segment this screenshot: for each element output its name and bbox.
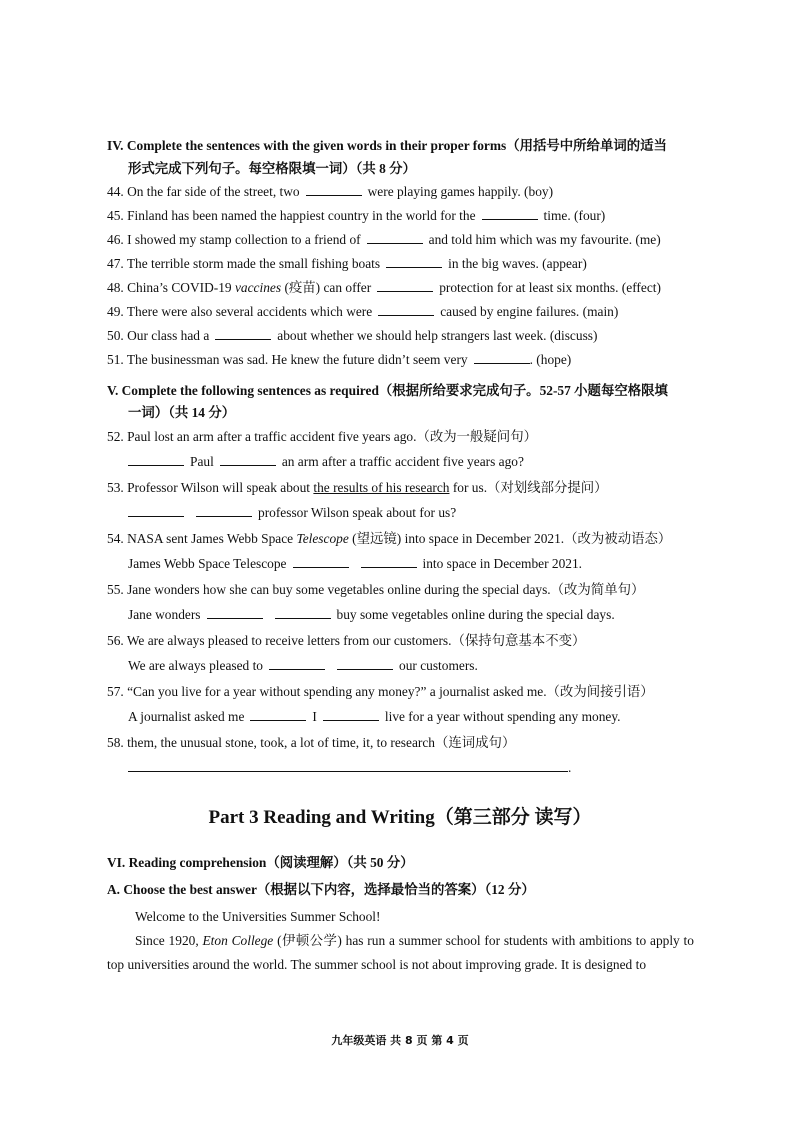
question-57-answer: A journalist asked me I live for a year without spending any money.: [128, 709, 621, 724]
answer-blank[interactable]: [367, 231, 423, 244]
answer-blank[interactable]: [269, 657, 325, 670]
question-46: 46. I showed my stamp collection to a friend of and told him which was my favourite. (me): [107, 232, 661, 247]
question-51: 51. The businessman was sad. He knew the future didn’t seem very . (hope): [107, 352, 572, 367]
answer-blank[interactable]: [275, 606, 331, 619]
answer-blank[interactable]: [207, 606, 263, 619]
section-4-heading: IV. Complete the sentences with the given words in their proper forms（用括号中所给单词的适当: [107, 138, 667, 153]
question-53: 53. Professor Wilson will speak about the results of his research for us.（对划线部分提问）: [107, 480, 608, 495]
section-4-heading-cont: 形式完成下列句子。每空格限填一词）（共 8 分）: [128, 161, 416, 176]
answer-blank[interactable]: [482, 207, 538, 220]
answer-blank[interactable]: [250, 708, 306, 721]
question-53-answer: professor Wilson speak about for us?: [128, 504, 728, 522]
question-45: 45. Finland has been named the happiest country in the world for the time. (four): [107, 208, 606, 223]
question-55: 55. Jane wonders how she can buy some vegetables online during the special days.（改为简单句）: [107, 582, 645, 597]
passage-paragraph: Since 1920, Eton College (伊顿公学) has run a summer school for students with ambitions to apply to top universities around the world. The summer school is not about improving grade. It is designed to: [107, 933, 694, 972]
question-52: 52. Paul lost an arm after a traffic accident five years ago.（改为一般疑问句）: [107, 429, 537, 444]
section-6a-heading: A. Choose the best answer（根据以下内容，选择最恰当的答案）（12 分）: [107, 882, 535, 897]
answer-blank[interactable]: [128, 504, 184, 517]
question-48: 48. China’s COVID-19 vaccines (疫苗) can offer protection for at least six months. (effect): [107, 280, 661, 295]
answer-blank-long[interactable]: [128, 759, 568, 772]
answer-blank[interactable]: [128, 453, 184, 466]
question-47: 47. The terrible storm made the small fishing boats in the big waves. (appear): [107, 256, 587, 271]
question-55-answer: Jane wonders buy some vegetables online during the special days.: [128, 607, 615, 622]
answer-blank[interactable]: [220, 453, 276, 466]
answer-blank[interactable]: [361, 555, 417, 568]
question-49: 49. There were also several accidents which were caused by engine failures. (main): [107, 304, 619, 319]
section-5-heading-cont: 一词）（共 14 分）: [128, 405, 236, 420]
section-6-heading: VI. Reading comprehension（阅读理解）（共 50 分）: [107, 855, 414, 870]
answer-blank[interactable]: [293, 555, 349, 568]
answer-blank[interactable]: [215, 327, 271, 340]
answer-blank[interactable]: [386, 255, 442, 268]
question-56-answer: We are always pleased to our customers.: [128, 658, 478, 673]
page-footer: 九年级英语 共 8 页 第 4 页: [331, 1034, 469, 1047]
question-58-answer: .: [128, 759, 728, 777]
answer-blank[interactable]: [377, 279, 433, 292]
question-44: 44. On the far side of the street, two were playing games happily. (boy): [107, 184, 554, 199]
question-56: 56. We are always pleased to receive letters from our customers.（保持句意基本不变）: [107, 633, 586, 648]
answer-blank[interactable]: [337, 657, 393, 670]
part-3-title: Part 3 Reading and Writing（第三部分 读写）: [208, 807, 592, 828]
answer-blank[interactable]: [306, 183, 362, 196]
passage-title: Welcome to the Universities Summer School!: [135, 909, 381, 924]
question-54-answer: James Webb Space Telescope into space in December 2021.: [128, 556, 583, 571]
question-50: 50. Our class had a about whether we should help strangers last week. (discuss): [107, 328, 598, 343]
answer-blank[interactable]: [323, 708, 379, 721]
answer-blank[interactable]: [196, 504, 252, 517]
question-52-answer: Paul an arm after a traffic accident five years ago?: [128, 453, 728, 471]
question-57: 57. “Can you live for a year without spending any money?” a journalist asked me.（改为间接引语）: [107, 684, 654, 699]
answer-blank[interactable]: [378, 303, 434, 316]
section-5-heading: V. Complete the following sentences as required（根据所给要求完成句子。52-57 小题每空格限填: [107, 383, 668, 398]
question-58: 58. them, the unusual stone, took, a lot of time, it, to research（连词成句）: [107, 735, 516, 750]
answer-blank[interactable]: [474, 351, 530, 364]
question-54: 54. NASA sent James Webb Space Telescope (望远镜) into space in December 2021.（改为被动语态）: [107, 531, 672, 546]
